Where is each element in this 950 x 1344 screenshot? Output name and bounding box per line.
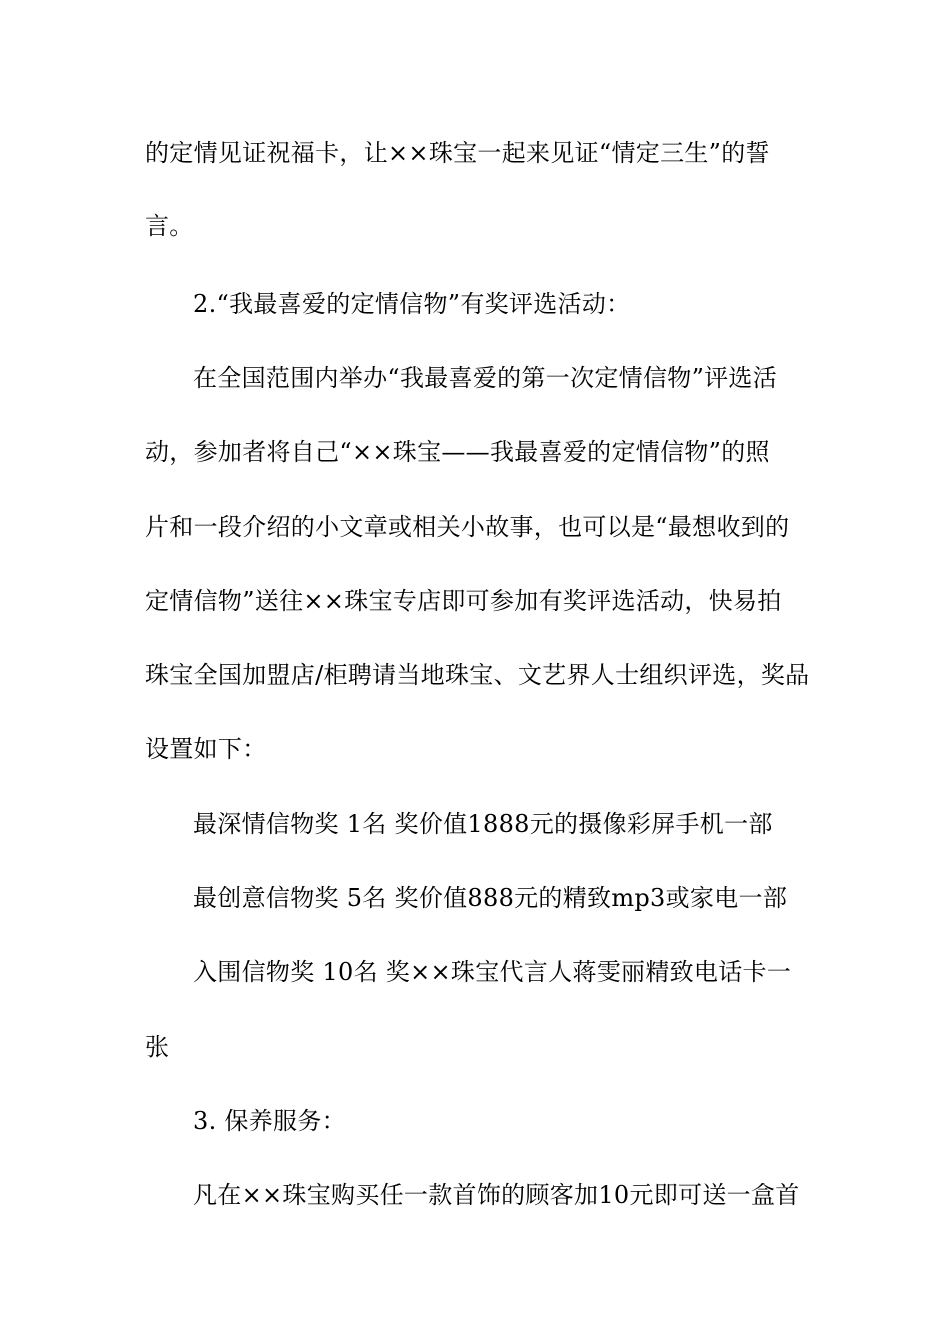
prize-line: 最深情信物奖 1名 奖价值1888元的摄像彩屏手机一部 [193, 810, 773, 838]
paragraph-line: 动，参加者将自己“××珠宝——我最喜爱的定情信物”的照 [145, 438, 770, 466]
paragraph-line: 言。 [145, 212, 194, 240]
section-heading: 3. 保养服务： [193, 1107, 346, 1135]
paragraph-line: 珠宝全国加盟店/柜聘请当地珠宝、文艺界人士组织评选，奖品 [145, 661, 810, 689]
prize-line: 入围信物奖 10名 奖××珠宝代言人蒋雯丽精致电话卡一 [193, 958, 792, 986]
paragraph-line: 设置如下： [145, 735, 267, 763]
paragraph-line: 在全国范围内举办“我最喜爱的第一次定情信物”评选活 [193, 364, 778, 392]
paragraph-line: 张 [145, 1033, 170, 1061]
paragraph-line: 凡在××珠宝购买任一款首饰的顾客加10元即可送一盒首 [193, 1181, 800, 1209]
paragraph-line: 片和一段介绍的小文章或相关小故事，也可以是“最想收到的 [145, 513, 790, 541]
paragraph-line: 的定情见证祝福卡，让××珠宝一起来见证“情定三生”的誓 [145, 139, 770, 167]
paragraph-line: 定情信物”送往××珠宝专店即可参加有奖评选活动，快易拍 [145, 587, 782, 615]
section-heading: 2.“我最喜爱的定情信物”有奖评选活动： [193, 290, 631, 318]
prize-line: 最创意信物奖 5名 奖价值888元的精致mp3或家电一部 [193, 884, 788, 912]
